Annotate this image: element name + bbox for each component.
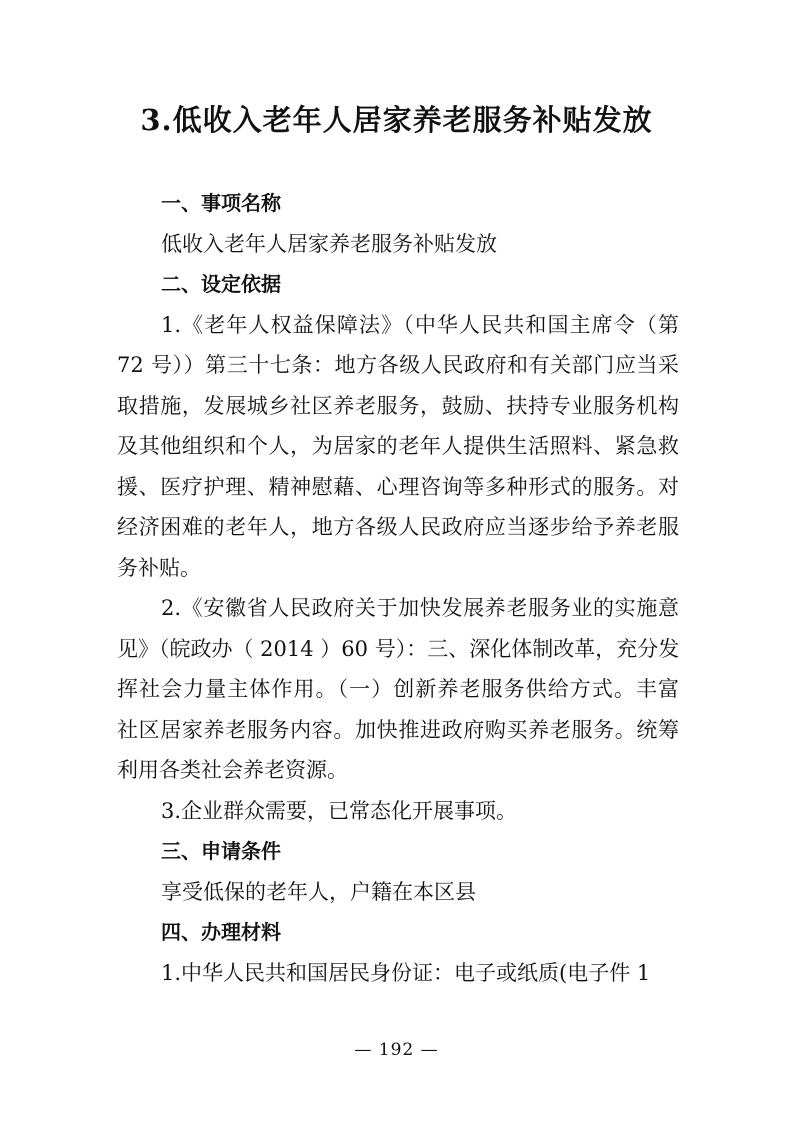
basis-1-line: 72 号））第三十七条：地方各级人民政府和有关部门应当采 xyxy=(117,353,679,377)
basis-paragraph-1 xyxy=(117,305,679,589)
materials-item-1: 1.中华人民共和国居民身份证：电子或纸质(电子件 1 xyxy=(161,960,651,985)
basis-2-line: 挥社会力量主体作用。（一）创新养老服务供给方式。丰富 xyxy=(117,677,679,701)
document-body xyxy=(117,183,679,993)
basis-paragraph-3: 3.企业群众需要，已常态化开展事项。 xyxy=(161,798,518,823)
section-heading-item-name: 一、事项名称 xyxy=(161,191,281,215)
item-name-text: 低收入老年人居家养老服务补贴发放 xyxy=(161,231,497,256)
basis-1-line: 援、医疗护理、精神慰藉、心理咨询等多种形式的服务。对 xyxy=(117,474,679,499)
basis-1-line: 务补贴。 xyxy=(117,555,201,580)
basis-2-line: 利用各类社会养老资源。 xyxy=(117,758,348,782)
basis-2-line: 见》（皖政办（ 2014 ）60 号）：三、深化体制改革，充分发 xyxy=(117,636,680,661)
basis-paragraph-2 xyxy=(117,588,679,791)
basis-1-line: 取措施，发展城乡社区养老服务，鼓励、扶持专业服务机构 xyxy=(117,393,679,418)
section-heading-basis: 二、设定依据 xyxy=(161,272,281,296)
basis-1-line: 经济困难的老年人，地方各级人民政府应当逐步给予养老服 xyxy=(117,515,679,539)
page-number: — 192 — xyxy=(354,1040,439,1060)
basis-1-line: 及其他组织和个人，为居家的老年人提供生活照料、紧急救 xyxy=(117,434,679,458)
section-heading-materials: 四、办理材料 xyxy=(161,920,281,944)
section-heading-conditions: 三、申请条件 xyxy=(161,839,281,863)
basis-2-line: 社区居家养老服务内容。加快推进政府购买养老服务。统筹 xyxy=(117,717,679,742)
basis-2-line: 2.《安徽省人民政府关于加快发展养老服务业的实施意 xyxy=(161,596,679,620)
basis-1-line: 1.《老年人权益保障法》（中华人民共和国主席令（第 xyxy=(161,312,679,337)
document-title: 3.低收入老年人居家养老服务补贴发放 xyxy=(140,103,653,137)
conditions-text: 享受低保的老年人，户籍在本区县 xyxy=(161,879,476,904)
